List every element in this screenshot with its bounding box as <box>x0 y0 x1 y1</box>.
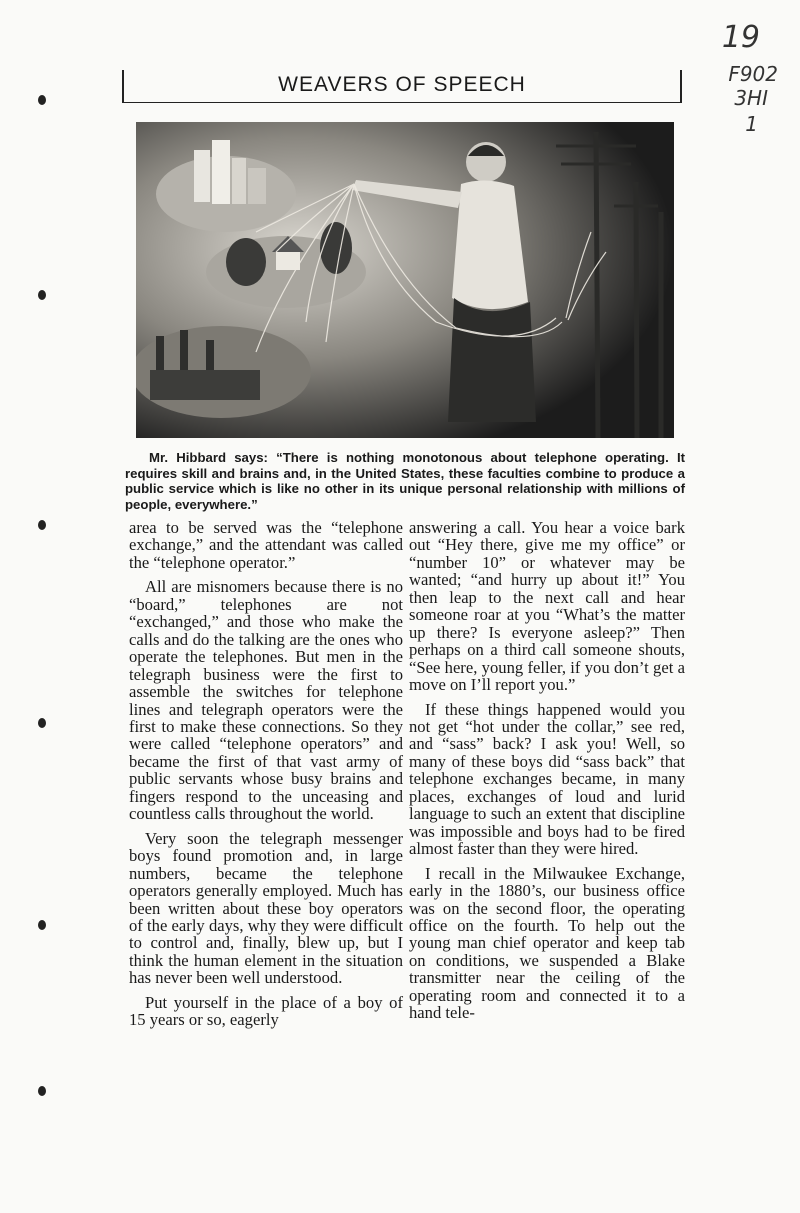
binder-hole-mark <box>38 920 46 930</box>
running-header <box>122 70 682 103</box>
binder-hole-mark <box>38 520 46 530</box>
handwritten-catalog-mark: 3HI <box>734 86 768 110</box>
paragraph: Put yourself in the place of a boy of 15 years or so, eagerly <box>129 992 403 1030</box>
paragraph: I recall in the Milwaukee Exchange, early in the 1880’s, our business office was on the second floor, the operating office on the fourth. To help out the young man chief operator and keep tab on conditions, we suspended a Blake transmitter near the ceiling of the operating room and connected it to a hand tele- <box>409 863 685 1023</box>
binder-hole-mark <box>38 290 46 300</box>
paragraph: answering a call. You hear a voice bark out “Hey there, give me my office” or “number 10” or whatever may be wanted; “and hurry up about it!” You then leap to the next call and hear someone roar at you “What’s the matter up there? Is everyone asleep?” Then perhaps on a third call someone shouts, “See here, young feller, if you don’t get a move on I’ll report you.” <box>409 518 685 695</box>
handwritten-catalog-mark: F902 <box>728 62 778 86</box>
body-column-left <box>129 519 403 1029</box>
illustration-operator-weaving-wires <box>136 122 674 438</box>
binder-hole-mark <box>38 95 46 105</box>
handwritten-catalog-mark: 1 <box>745 112 758 136</box>
binder-hole-mark <box>38 718 46 728</box>
paragraph: All are misnomers because there is no “board,” telephones are not “exchanged,” and those who make the calls and do the talking are the ones who operate the telephones. But men in the telegraph business were the first to assemble the switches for telephone lines and telegraph operators were the first to make these connections. So they were called “telephone operators” and became the first of that vast army of public servants whose busy brains and fingers respond to the unceasing and countless calls throughout the world. <box>129 577 403 824</box>
paragraph: area to be served was the “telephone exchange,” and the attendant was called the “telephone operator.” <box>129 518 403 572</box>
page-title: WEAVERS OF SPEECH <box>278 73 526 96</box>
illustration-caption: Mr. Hibbard says: “There is nothing monotonous about telephone operating. It requires skill and brains and, in the United States, these faculties combine to produce a public service which is like no other in its unique personal relationship with millions of people, everywhere.” <box>125 450 685 512</box>
body-column-right <box>409 519 685 1022</box>
binder-hole-mark <box>38 1086 46 1096</box>
handwritten-page-number: 19 <box>721 20 760 55</box>
paragraph: Very soon the telegraph messenger boys found promotion and, in large numbers, became the telephone operators generally employed. Much has been written about these boy operators of the early days, why they were difficult to control and, finally, blew up, but I think the human element in the situation has never been well understood. <box>129 828 403 988</box>
paragraph: If these things happened would you not get “hot under the collar,” see red, and “sass” back? I ask you! Well, so many of these boys did “sass back” that telephone exchanges became, in many places, exchanges of loud and lurid language to such an extent that discipline was impossible and boys had to be fired almost faster than they were hired. <box>409 699 685 859</box>
